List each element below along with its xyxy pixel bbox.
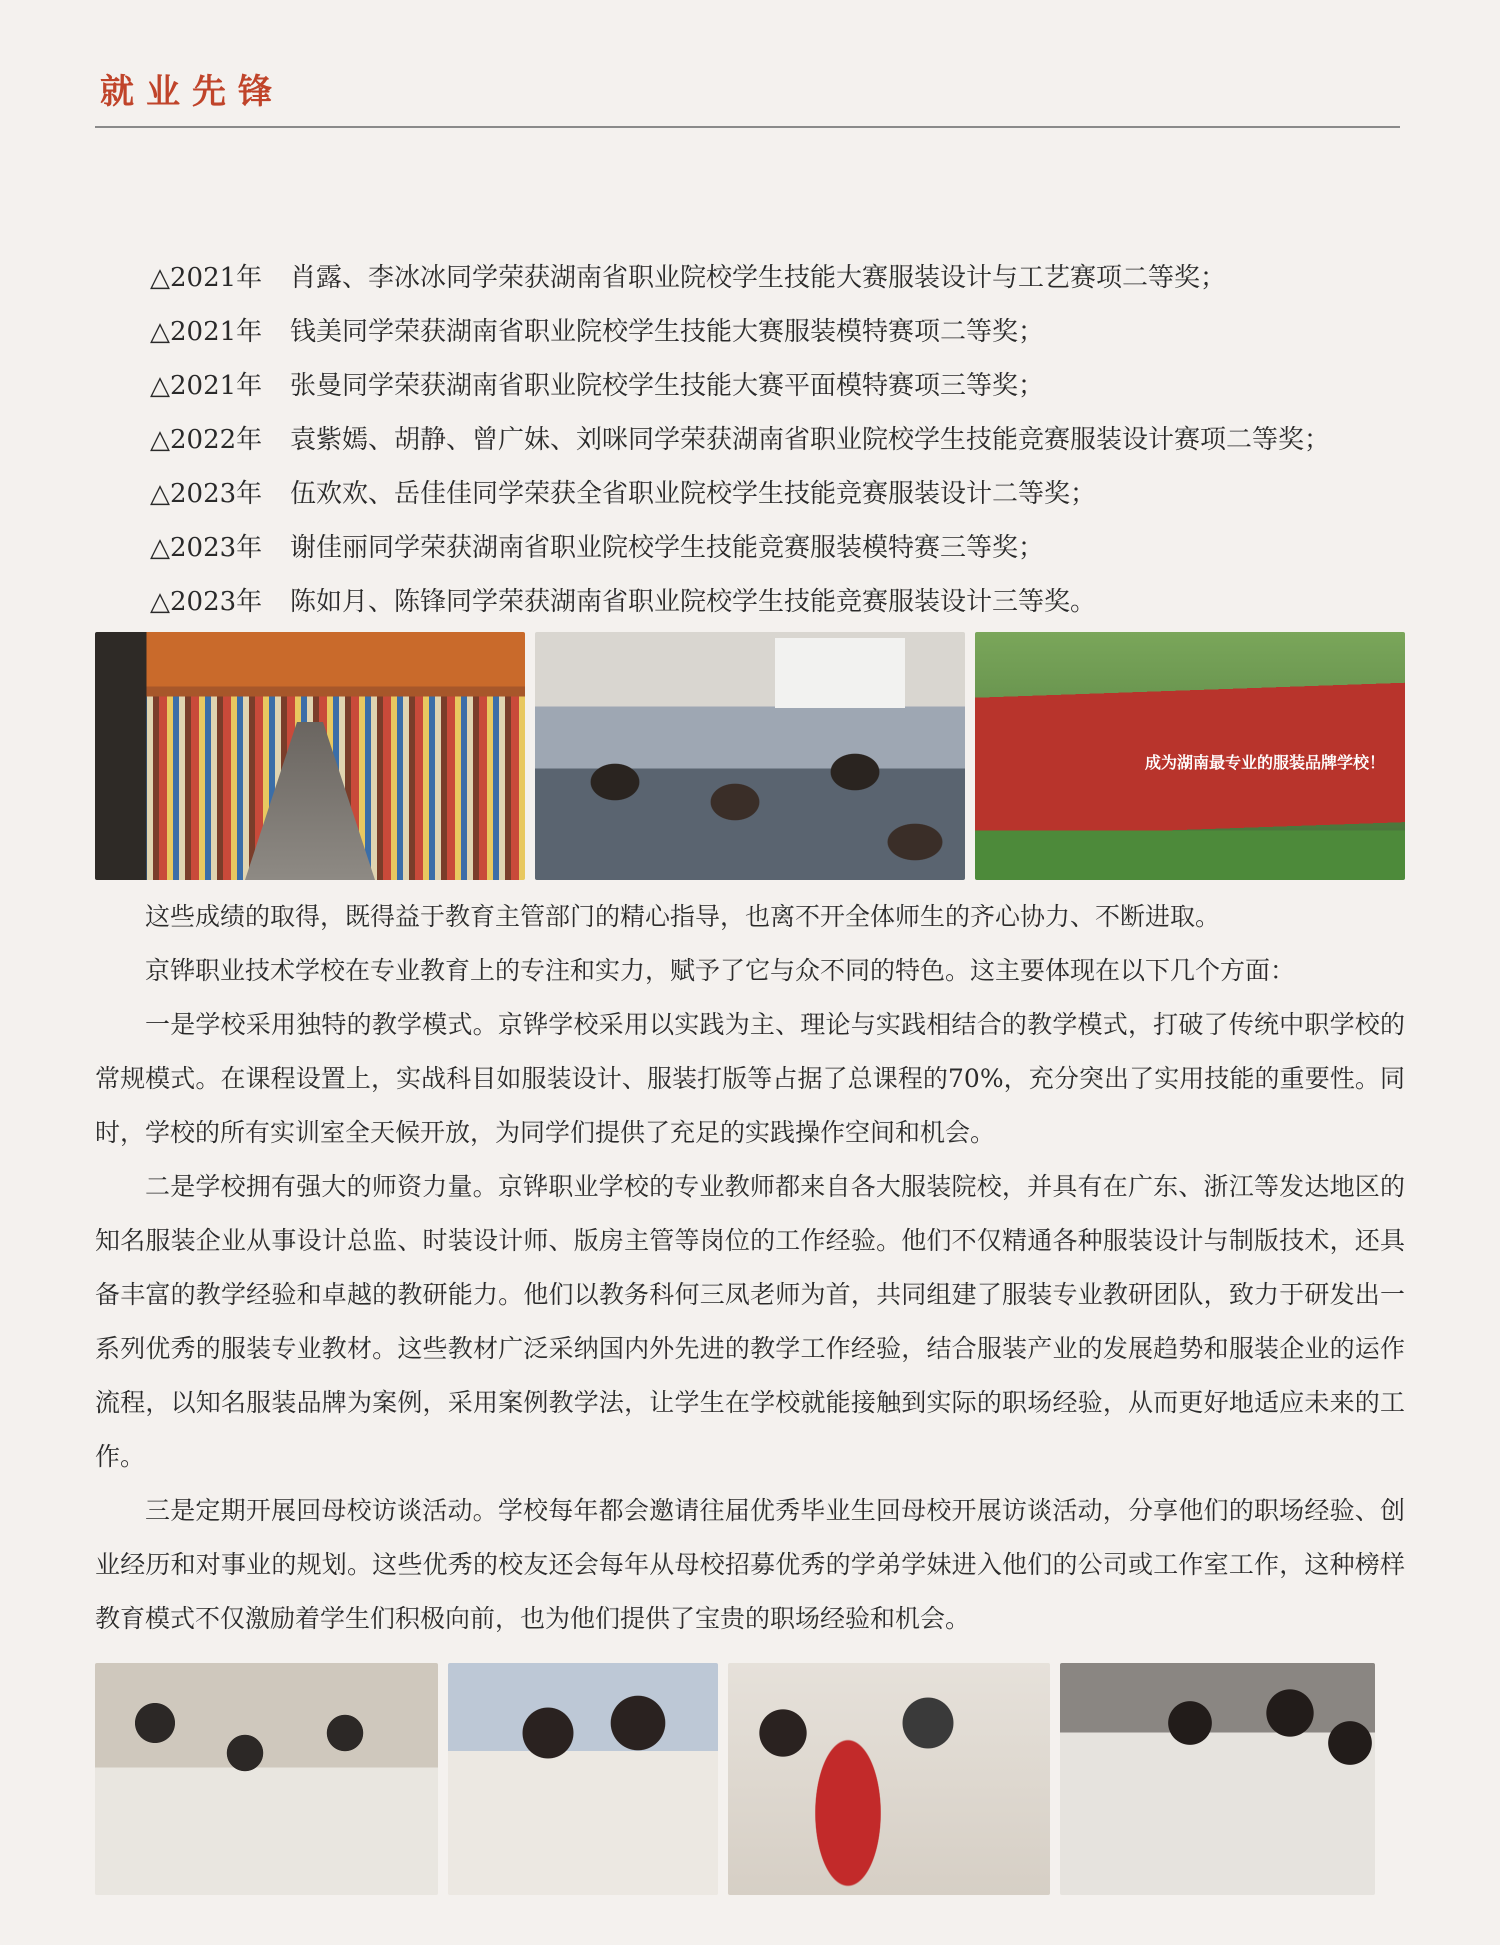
award-text: 陈如月、陈锋同学荣获湖南省职业院校学生技能竞赛服装设计三等奖。 bbox=[290, 586, 1097, 617]
article-body bbox=[95, 890, 1405, 1646]
list-item bbox=[150, 410, 1400, 464]
photo-row-top bbox=[95, 632, 1405, 880]
award-year: △2023年 bbox=[150, 586, 263, 617]
header-divider bbox=[95, 126, 1400, 128]
library-photo bbox=[95, 632, 525, 880]
banner-text: 成为湖南最专业的服装品牌学校！ bbox=[1145, 753, 1386, 772]
school-banner-photo bbox=[975, 632, 1405, 880]
paragraph: 一是学校采用独特的教学模式。京铧学校采用以实践为主、理论与实践相结合的教学模式，打破了传统中职学校的常规模式。在课程设置上，实战科目如服装设计、服装打版等占据了总课程的70%，充分突出了实用技能的重要性。同时，学校的所有实训室全天候开放，为同学们提供了充足的实践操作空间和机会。 bbox=[95, 1010, 1405, 1147]
paragraph: 三是定期开展回母校访谈活动。学校每年都会邀请往届优秀毕业生回母校开展访谈活动，分享他们的职场经验、创业经历和对事业的规划。这些优秀的校友还会每年从母校招募优秀的学弟学妹进入他们的公司或工作室工作，这种榜样教育模式不仅激励着学生们积极向前，也为他们提供了宝贵的职场经验和机会。 bbox=[95, 1496, 1405, 1633]
list-item bbox=[150, 464, 1400, 518]
design-drafting-photo bbox=[448, 1663, 718, 1895]
award-text: 谢佳丽同学荣获湖南省职业院校学生技能竞赛服装模特赛三等奖； bbox=[290, 532, 1045, 563]
award-year: △2022年 bbox=[150, 424, 263, 455]
section-title: 就业先锋 bbox=[100, 72, 284, 112]
students-workshop-photo bbox=[95, 1663, 438, 1895]
list-item bbox=[150, 248, 1400, 302]
paragraph: 京铧职业技术学校在专业教育上的专注和实力，赋予了它与众不同的特色。这主要体现在以下几个方面： bbox=[145, 956, 1296, 985]
photo-row-bottom bbox=[95, 1663, 1375, 1895]
list-item bbox=[150, 302, 1400, 356]
award-year: △2021年 bbox=[150, 316, 263, 347]
award-text: 伍欢欢、岳佳佳同学荣获全省职业院校学生技能竞赛服装设计二等奖； bbox=[290, 478, 1097, 509]
award-text: 袁紫嫣、胡静、曾广妹、刘咪同学荣获湖南省职业院校学生技能竞赛服装设计赛项二等奖； bbox=[290, 424, 1331, 455]
paragraph: 二是学校拥有强大的师资力量。京铧职业学校的专业教师都来自各大服装院校，并具有在广东、浙江等发达地区的知名服装企业从事设计总监、时装设计师、版房主管等岗位的工作经验。他们不仅精通各种服装设计与制版技术，还具备丰富的教学经验和卓越的教研能力。他们以教务科何三凤老师为首，共同组建了服装专业教研团队，致力于研发出一系列优秀的服装专业教材。这些教材广泛采纳国内外先进的教学工作经验，结合服装产业的发展趋势和服装企业的运作流程，以知名服装品牌为案例，采用案例教学法，让学生在学校就能接触到实际的职场经验，从而更好地适应未来的工作。 bbox=[95, 1172, 1405, 1471]
paragraph: 这些成绩的取得，既得益于教育主管部门的精心指导，也离不开全体师生的齐心协力、不断进取。 bbox=[145, 902, 1221, 931]
pattern-making-photo bbox=[1060, 1663, 1375, 1895]
list-item bbox=[150, 518, 1400, 572]
award-text: 肖露、李冰冰同学荣获湖南省职业院校学生技能大赛服装设计与工艺赛项二等奖； bbox=[290, 262, 1227, 293]
dress-fitting-photo bbox=[728, 1663, 1050, 1895]
list-item bbox=[150, 572, 1400, 626]
award-year: △2021年 bbox=[150, 370, 263, 401]
award-text: 张曼同学荣获湖南省职业院校学生技能大赛平面模特赛项三等奖； bbox=[290, 370, 1045, 401]
award-text: 钱美同学荣获湖南省职业院校学生技能大赛服装模特赛项二等奖； bbox=[290, 316, 1045, 347]
award-year: △2023年 bbox=[150, 532, 263, 563]
award-year: △2023年 bbox=[150, 478, 263, 509]
classroom-photo bbox=[535, 632, 965, 880]
awards-list bbox=[150, 248, 1400, 626]
award-year: △2021年 bbox=[150, 262, 263, 293]
list-item bbox=[150, 356, 1400, 410]
